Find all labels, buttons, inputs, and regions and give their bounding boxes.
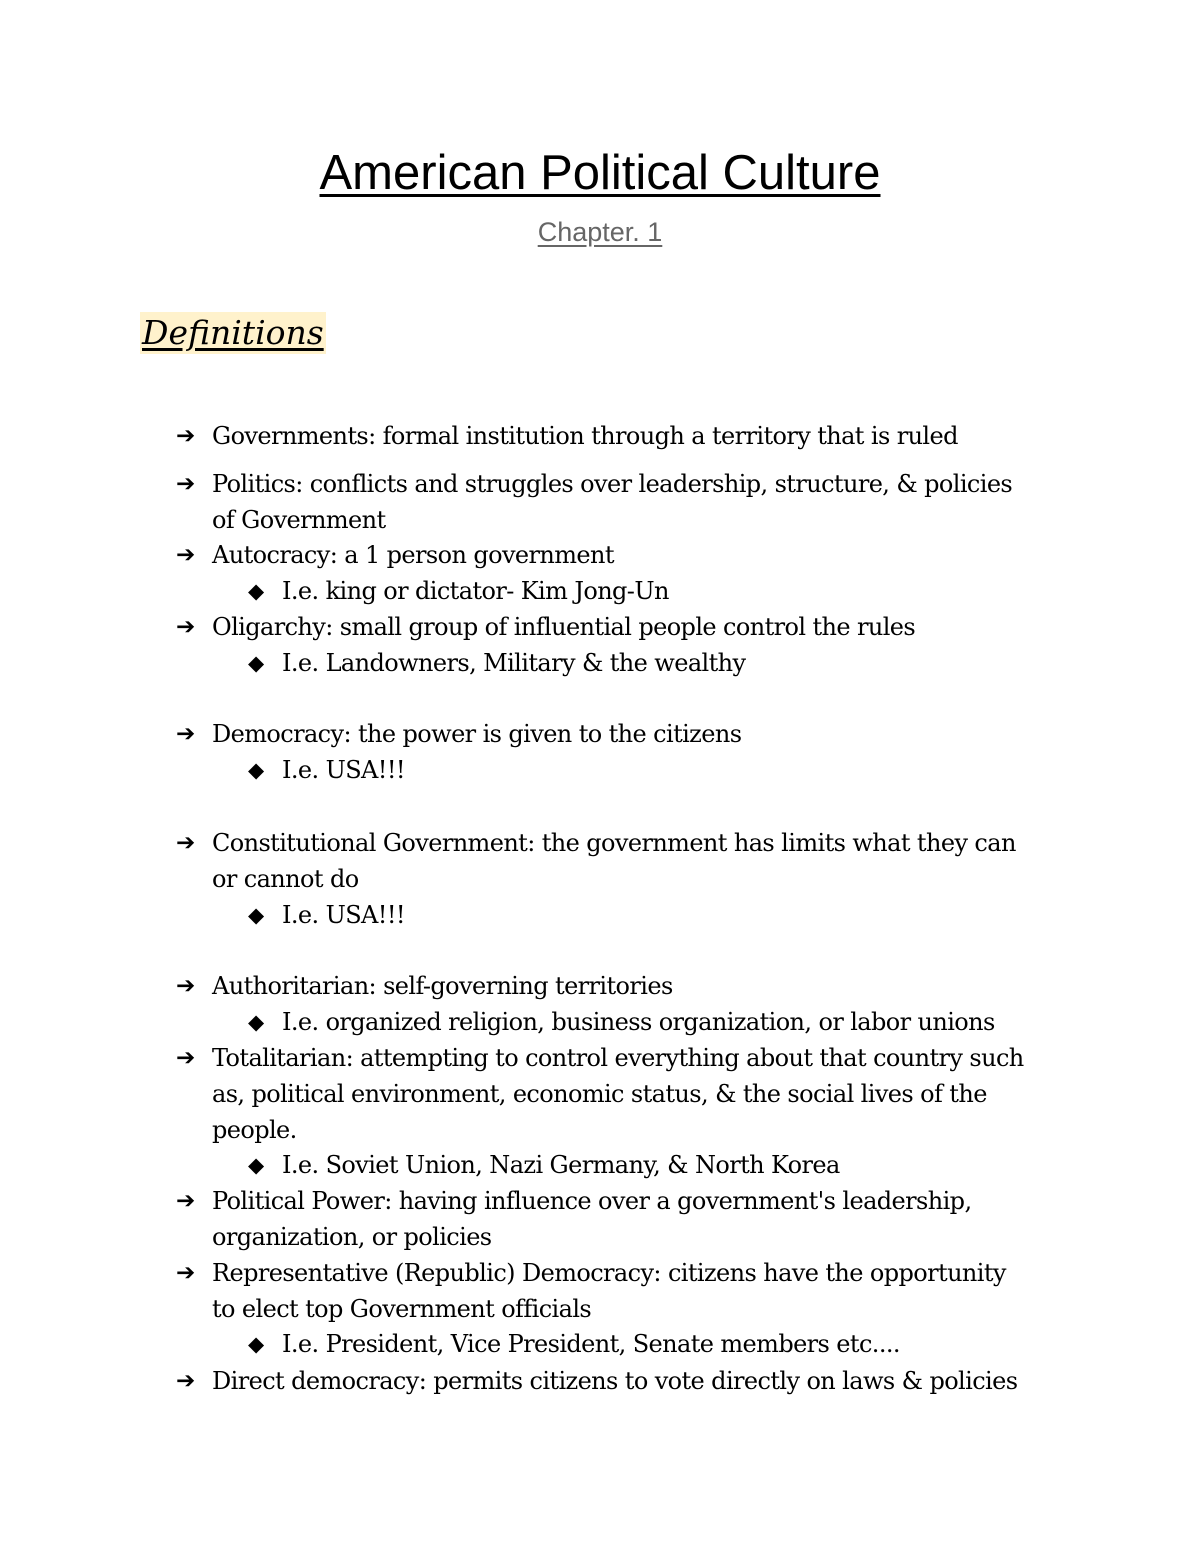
item-text-line: I.e. organized religion, business organization, or labor unions [282, 1008, 995, 1036]
arrow-bullet-icon: ➔ [176, 1188, 196, 1214]
diamond-bullet-icon: ◆ [248, 1010, 265, 1034]
arrow-bullet-icon: ➔ [176, 1368, 196, 1394]
item-text-line: or cannot do [212, 865, 359, 893]
item-text-line: people. [212, 1116, 297, 1144]
item-text-line: I.e. Soviet Union, Nazi Germany, & North Korea [282, 1151, 840, 1179]
item-text-line: Authoritarian: self-governing territories [212, 972, 673, 1000]
item-text-line: Politics: conflicts and struggles over leadership, structure, & policies [212, 470, 1013, 498]
diamond-bullet-icon: ◆ [248, 758, 265, 782]
item-text-line: Oligarchy: small group of influential people control the rules [212, 613, 916, 641]
arrow-bullet-icon: ➔ [176, 830, 196, 856]
diamond-bullet-icon: ◆ [248, 579, 265, 603]
item-text-line: Democracy: the power is given to the citizens [212, 720, 742, 748]
item-text-line: Representative (Republic) Democracy: citizens have the opportunity [212, 1259, 1006, 1287]
diamond-bullet-icon: ◆ [248, 903, 265, 927]
item-text-line: of Government [212, 506, 386, 534]
diamond-bullet-icon: ◆ [248, 1332, 265, 1356]
chapter-subtitle: Chapter. 1 [537, 217, 663, 247]
arrow-bullet-icon: ➔ [176, 721, 196, 747]
item-text-line: I.e. USA!!! [282, 756, 405, 784]
item-text-line: organization, or policies [212, 1223, 492, 1251]
item-text-line: I.e. USA!!! [282, 901, 405, 929]
item-text-line: I.e. President, Vice President, Senate members etc.... [282, 1330, 900, 1358]
arrow-bullet-icon: ➔ [176, 423, 196, 449]
item-text-line: Autocracy: a 1 person government [212, 541, 614, 569]
section-heading-definitions: Definitions [142, 313, 324, 352]
arrow-bullet-icon: ➔ [176, 1260, 196, 1286]
diamond-bullet-icon: ◆ [248, 1153, 265, 1177]
item-text-line: I.e. Landowners, Military & the wealthy [282, 649, 746, 677]
item-text-line: Totalitarian: attempting to control everything about that country such [212, 1044, 1024, 1072]
diamond-bullet-icon: ◆ [248, 651, 265, 675]
arrow-bullet-icon: ➔ [176, 614, 196, 640]
item-text-line: as, political environment, economic status, & the social lives of the [212, 1080, 987, 1108]
arrow-bullet-icon: ➔ [176, 973, 196, 999]
arrow-bullet-icon: ➔ [176, 542, 196, 568]
item-text-line: to elect top Government officials [212, 1295, 592, 1323]
item-text-line: Political Power: having influence over a government's leadership, [212, 1187, 972, 1215]
item-text-line: I.e. king or dictator- Kim Jong-Un [282, 577, 669, 605]
item-text-line: Direct democracy: permits citizens to vote directly on laws & policies [212, 1367, 1018, 1395]
document-title: American Political Culture [319, 146, 881, 200]
item-text-line: Governments: formal institution through a territory that is ruled [212, 422, 958, 450]
item-text-line: Constitutional Government: the government has limits what they can [212, 829, 1016, 857]
arrow-bullet-icon: ➔ [176, 471, 196, 497]
arrow-bullet-icon: ➔ [176, 1045, 196, 1071]
